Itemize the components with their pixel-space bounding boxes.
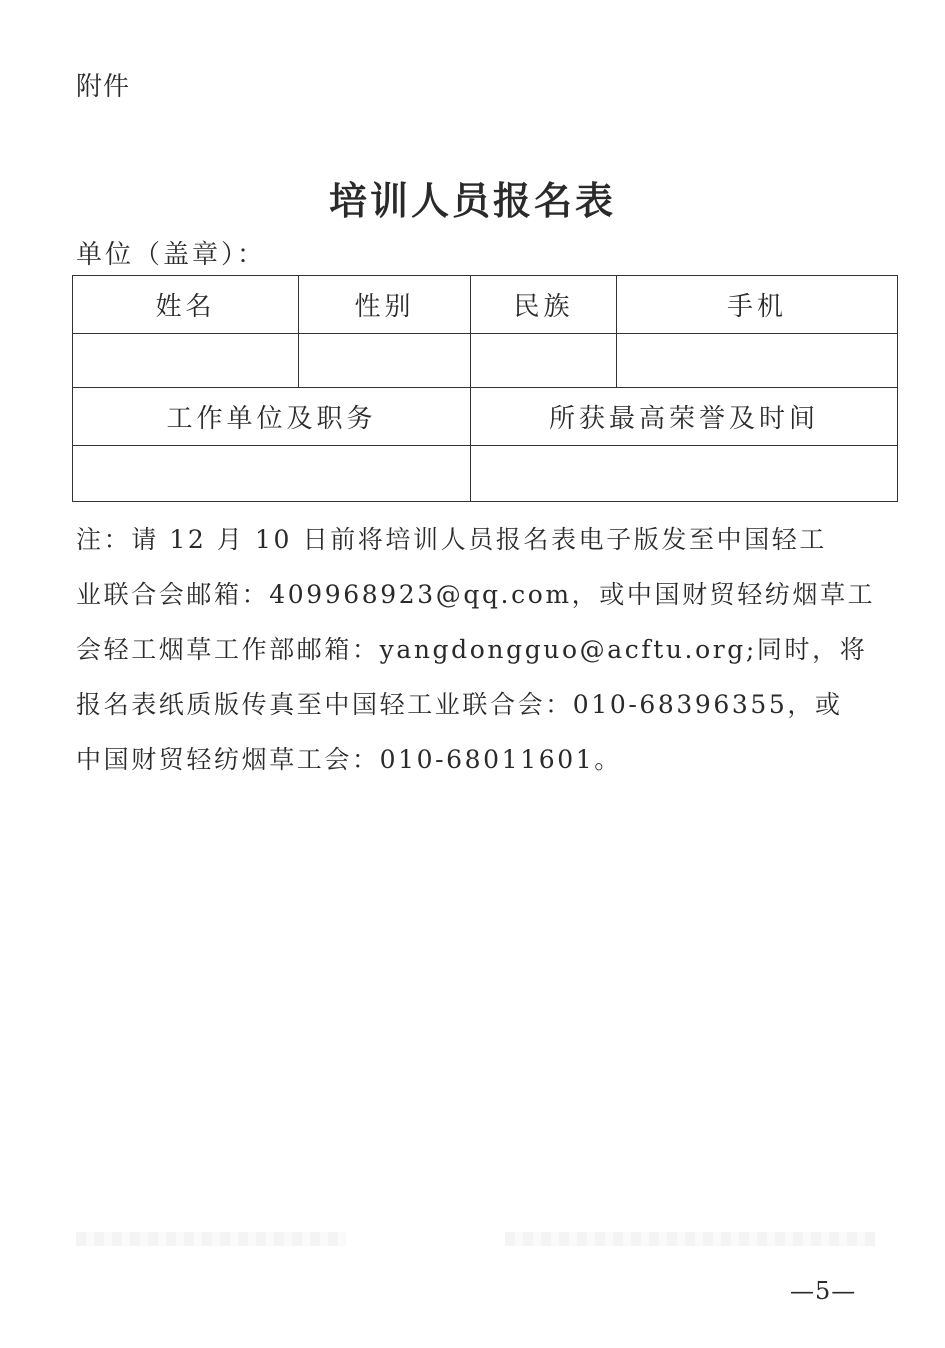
page-number: —5— <box>790 1277 857 1305</box>
unit-stamp-label: 单位（盖章）： <box>76 240 267 270</box>
note-line: 注：请 12 月 10 日前将培训人员报名表电子版发至中国轻工 <box>76 525 828 554</box>
table-header-row <box>73 276 898 334</box>
note-line: 报名表纸质版传真至中国轻工业联合会：010-68396355，或 <box>76 690 843 719</box>
cell-honors-entry[interactable] <box>471 446 898 502</box>
header-phone: 手机 <box>617 276 898 334</box>
cell-name-entry[interactable] <box>73 334 299 388</box>
header-gender: 性别 <box>299 276 471 334</box>
show-through-mark <box>76 1232 346 1246</box>
cell-phone-entry[interactable] <box>617 334 898 388</box>
attachment-label: 附件 <box>76 72 131 102</box>
header-honors-time: 所获最高荣誉及时间 <box>471 388 898 446</box>
table-header-row-2 <box>73 388 898 446</box>
show-through-mark <box>505 1232 875 1246</box>
table-entry-row <box>73 334 898 388</box>
header-ethnicity: 民族 <box>471 276 617 334</box>
note-line: 中国财贸轻纺烟草工会：010-68011601。 <box>76 745 622 774</box>
cell-gender-entry[interactable] <box>299 334 471 388</box>
header-workplace-position: 工作单位及职务 <box>73 388 471 446</box>
table-entry-row-2 <box>73 446 898 502</box>
cell-workplace-entry[interactable] <box>73 446 471 502</box>
header-name: 姓名 <box>73 276 299 334</box>
cell-ethnicity-entry[interactable] <box>471 334 617 388</box>
note-paragraph <box>76 512 902 787</box>
registration-table <box>72 275 898 502</box>
note-line: 会轻工烟草工作部邮箱：yangdongguo@acftu.org;同时，将 <box>76 635 868 664</box>
form-title: 培训人员报名表 <box>328 178 616 223</box>
note-line: 业联合会邮箱：409968923@qq.com，或中国财贸轻纺烟草工 <box>76 580 876 609</box>
